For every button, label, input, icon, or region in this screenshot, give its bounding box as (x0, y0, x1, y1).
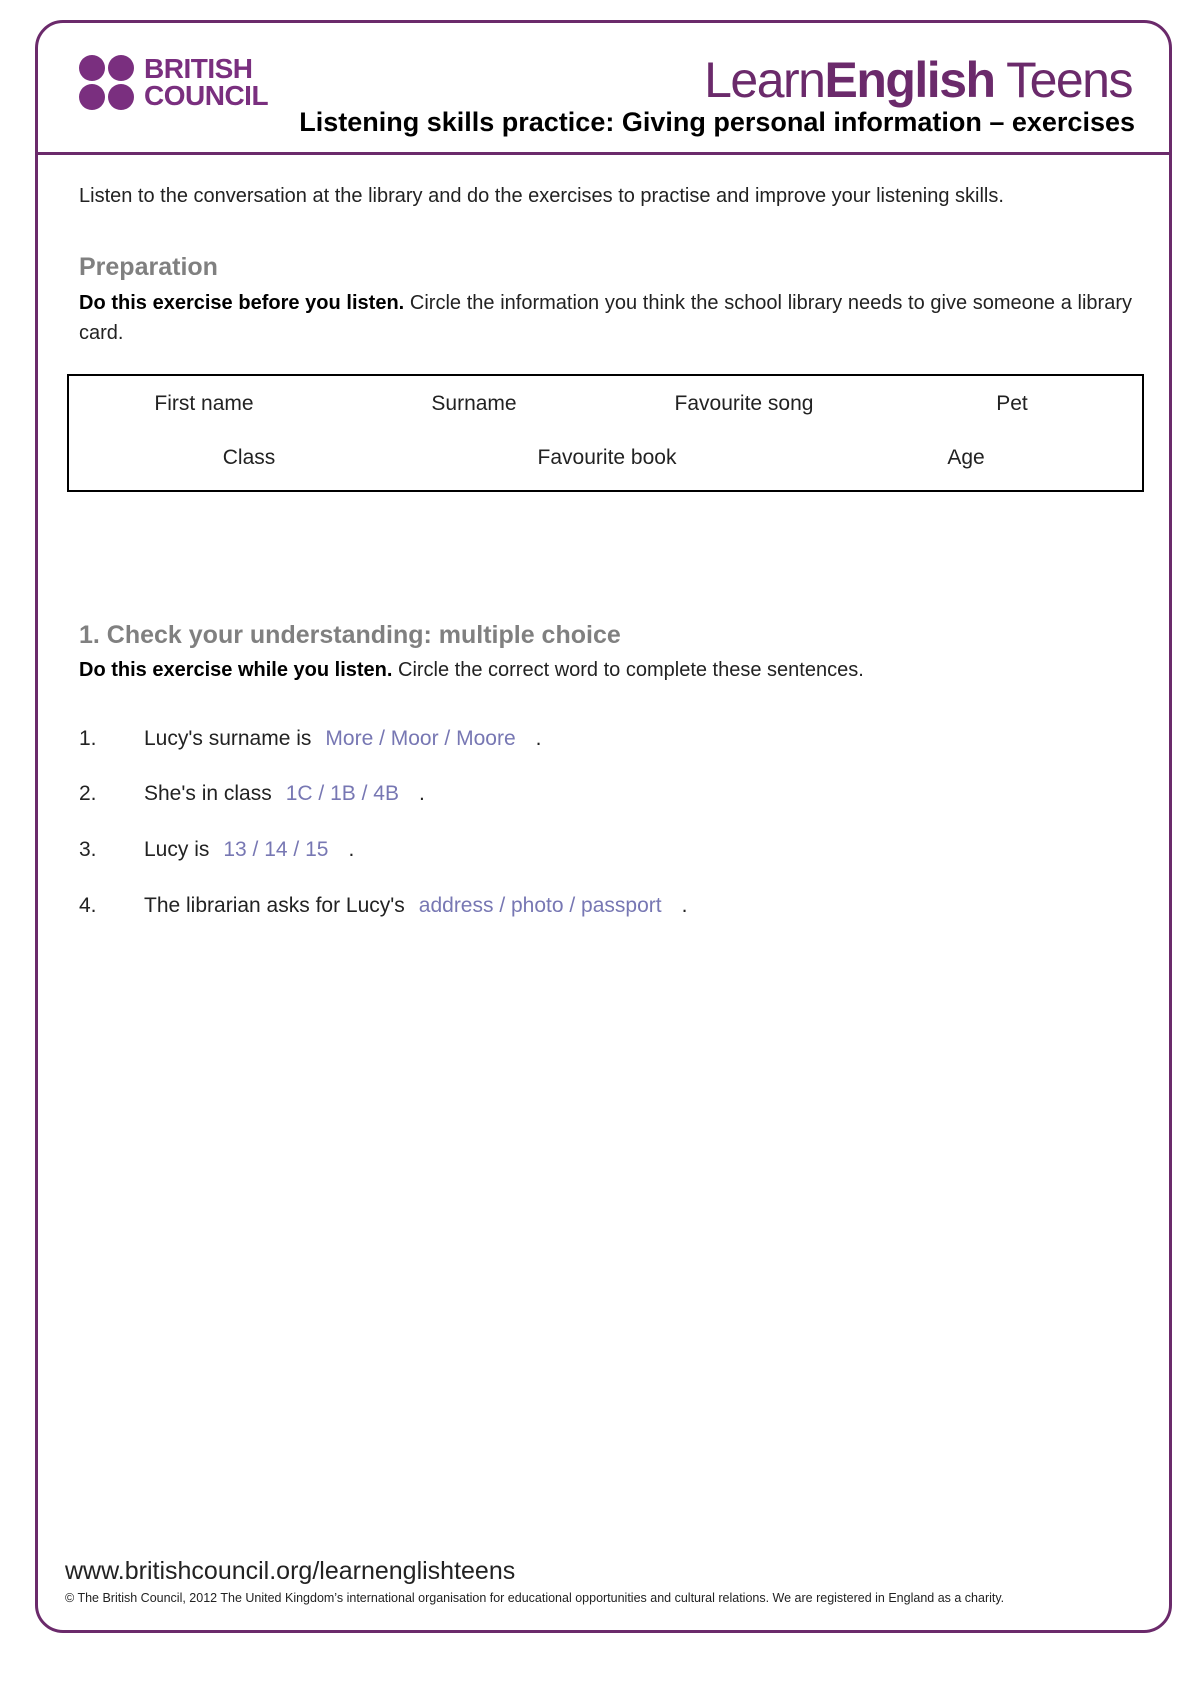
footer-url[interactable]: www.britishcouncil.org/learnenglishteens (65, 1557, 516, 1585)
brand-english: English (824, 52, 995, 108)
british-council-logo (79, 55, 279, 115)
option-surname[interactable]: Surname (431, 392, 517, 415)
learnenglish-teens-logo (704, 50, 1132, 110)
bc-logo-line2: COUNCIL (144, 80, 269, 111)
question-stem: She's in class (144, 782, 272, 805)
question-2 (144, 780, 425, 808)
option-favourite-book[interactable]: Favourite book (537, 446, 677, 469)
question-end: . (535, 727, 542, 750)
answer-choices[interactable]: More / Moor / Moore (325, 727, 516, 750)
question-4 (144, 892, 687, 920)
exercise1-heading: 1. Check your understanding: multiple choice (79, 621, 621, 649)
bc-logo-line1: BRITISH (144, 53, 253, 84)
preparation-instruction-text: Circle the information you think the school library needs to give someone a library card. (79, 292, 1132, 344)
document-title: Listening skills practice: Giving personal information – exercises (299, 107, 1135, 137)
exercise1-instruction-lead: Do this exercise while you listen. (79, 659, 393, 681)
question-number: 1. (79, 727, 97, 750)
option-class[interactable]: Class (222, 446, 276, 469)
exercise1-instruction-text: Circle the correct word to complete these sentences. (392, 659, 864, 681)
preparation-options-box (67, 374, 1144, 492)
question-end: . (681, 894, 688, 917)
question-stem: The librarian asks for Lucy's (144, 894, 405, 917)
intro-text: Listen to the conversation at the library and do the exercises to practise and improve your listening skills. (79, 185, 1004, 207)
answer-choices[interactable]: address / photo / passport (418, 894, 662, 917)
answer-choices[interactable]: 13 / 14 / 15 (223, 838, 329, 861)
question-number: 4. (79, 894, 97, 917)
answer-choices[interactable]: 1C / 1B / 4B (285, 782, 399, 805)
preparation-instruction-lead: Do this exercise before you listen. (79, 292, 405, 314)
brand-learn: Learn (704, 52, 825, 108)
option-favourite-song[interactable]: Favourite song (674, 392, 814, 415)
footer-legal-text: © The British Council, 2012 The United Kingdom’s international organisation for educational opportunities and cultural relations. We are registered in England as a charity. (65, 1591, 1005, 1605)
option-age[interactable]: Age (947, 446, 985, 469)
question-1 (144, 725, 541, 753)
british-council-dots-icon (79, 55, 135, 111)
question-stem: Lucy's surname is (144, 727, 312, 750)
question-end: . (348, 838, 355, 861)
question-end: . (418, 782, 425, 805)
question-number: 3. (79, 838, 97, 861)
brand-teens: Teens (1006, 52, 1132, 108)
option-pet[interactable]: Pet (996, 392, 1028, 415)
question-number: 2. (79, 782, 97, 805)
exercise1-instruction (79, 655, 1132, 685)
preparation-instruction (79, 288, 1132, 348)
header-divider (35, 152, 1172, 155)
question-3 (144, 836, 354, 864)
preparation-heading: Preparation (79, 253, 218, 281)
option-first-name[interactable]: First name (154, 392, 254, 415)
question-stem: Lucy is (144, 838, 210, 861)
